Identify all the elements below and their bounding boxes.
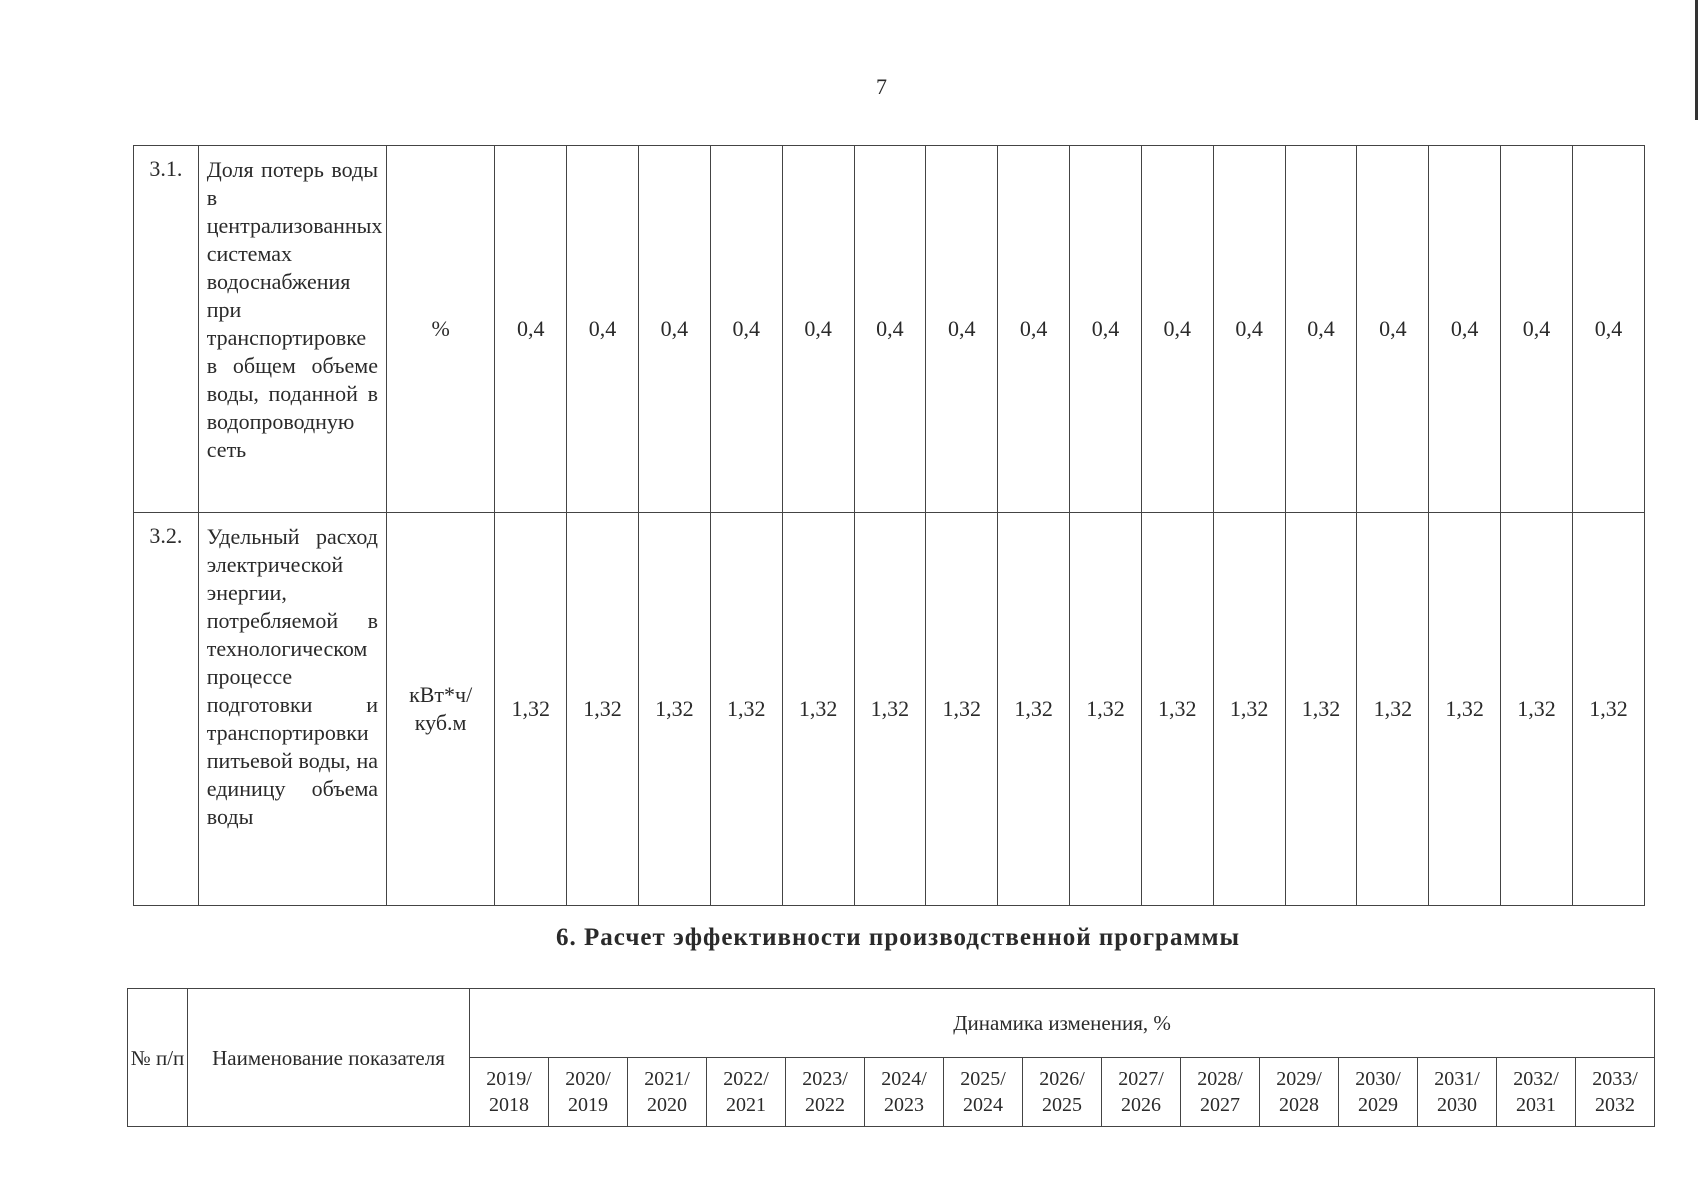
value-cell: 0,4 <box>926 146 998 513</box>
value-cell: 0,4 <box>495 146 567 513</box>
value-cell: 1,32 <box>854 513 926 906</box>
year-column-header: 2023/ 2022 <box>786 1058 865 1127</box>
indicator-name: Удельный расход электрической энергии, потребляемой в технологическом процессе подготовки и транспортировки питьевой воды, на единицу объема воды <box>198 513 386 906</box>
row-number: 3.1. <box>134 146 199 513</box>
value-cell: 0,4 <box>567 146 639 513</box>
value-cell: 1,32 <box>998 513 1070 906</box>
header-indicator-name: Наименование показателя <box>188 989 470 1127</box>
value-cell: 1,32 <box>710 513 782 906</box>
value-cell: 1,32 <box>1213 513 1285 906</box>
year-column-header: 2032/ 2031 <box>1497 1058 1576 1127</box>
value-cell: 0,4 <box>1572 146 1644 513</box>
value-cell: 0,4 <box>998 146 1070 513</box>
row-number: 3.2. <box>134 513 199 906</box>
value-cell: 1,32 <box>1141 513 1213 906</box>
year-column-header: 2025/ 2024 <box>944 1058 1023 1127</box>
value-cell: 0,4 <box>1285 146 1357 513</box>
page-number: 7 <box>876 74 887 99</box>
year-column-header: 2027/ 2026 <box>1102 1058 1181 1127</box>
table-row <box>134 513 1645 906</box>
value-cell: 1,32 <box>1285 513 1357 906</box>
table-row <box>134 146 1645 513</box>
year-column-header: 2020/ 2019 <box>549 1058 628 1127</box>
year-column-header: 2029/ 2028 <box>1260 1058 1339 1127</box>
header-dynamics: Динамика изменения, % <box>470 989 1655 1058</box>
value-cell: 0,4 <box>710 146 782 513</box>
year-column-header: 2026/ 2025 <box>1023 1058 1102 1127</box>
unit-cell: % <box>387 146 495 513</box>
value-cell: 1,32 <box>567 513 639 906</box>
value-cell: 1,32 <box>1357 513 1429 906</box>
year-column-header: 2022/ 2021 <box>707 1058 786 1127</box>
year-column-header: 2021/ 2020 <box>628 1058 707 1127</box>
value-cell: 0,4 <box>1070 146 1142 513</box>
value-cell: 0,4 <box>1429 146 1501 513</box>
value-cell: 0,4 <box>1213 146 1285 513</box>
year-column-header: 2030/ 2029 <box>1339 1058 1418 1127</box>
value-cell: 0,4 <box>1357 146 1429 513</box>
indicator-name: Доля потерь воды в централизованных системах водоснабжения при транспортировке в общем объеме воды, поданной в водопроводную сеть <box>198 146 386 513</box>
header-row-number: № п/п <box>128 989 188 1127</box>
year-column-header: 2033/ 2032 <box>1576 1058 1655 1127</box>
value-cell: 0,4 <box>638 146 710 513</box>
value-cell: 1,32 <box>638 513 710 906</box>
value-cell: 1,32 <box>495 513 567 906</box>
value-cell: 1,32 <box>1501 513 1573 906</box>
value-cell: 1,32 <box>926 513 998 906</box>
value-cell: 0,4 <box>1141 146 1213 513</box>
value-cell: 1,32 <box>1429 513 1501 906</box>
year-column-header: 2024/ 2023 <box>865 1058 944 1127</box>
value-cell: 0,4 <box>854 146 926 513</box>
indicators-table <box>133 145 1645 906</box>
year-column-header: 2019/ 2018 <box>470 1058 549 1127</box>
value-cell: 1,32 <box>1070 513 1142 906</box>
year-column-header: 2031/ 2030 <box>1418 1058 1497 1127</box>
value-cell: 1,32 <box>1572 513 1644 906</box>
value-cell: 0,4 <box>1501 146 1573 513</box>
unit-cell: кВт*ч/ куб.м <box>387 513 495 906</box>
year-column-header: 2028/ 2027 <box>1181 1058 1260 1127</box>
efficiency-table <box>127 988 1655 1127</box>
value-cell: 0,4 <box>782 146 854 513</box>
value-cell: 1,32 <box>782 513 854 906</box>
section-title: 6. Расчет эффективности производственной программы <box>555 924 1241 951</box>
